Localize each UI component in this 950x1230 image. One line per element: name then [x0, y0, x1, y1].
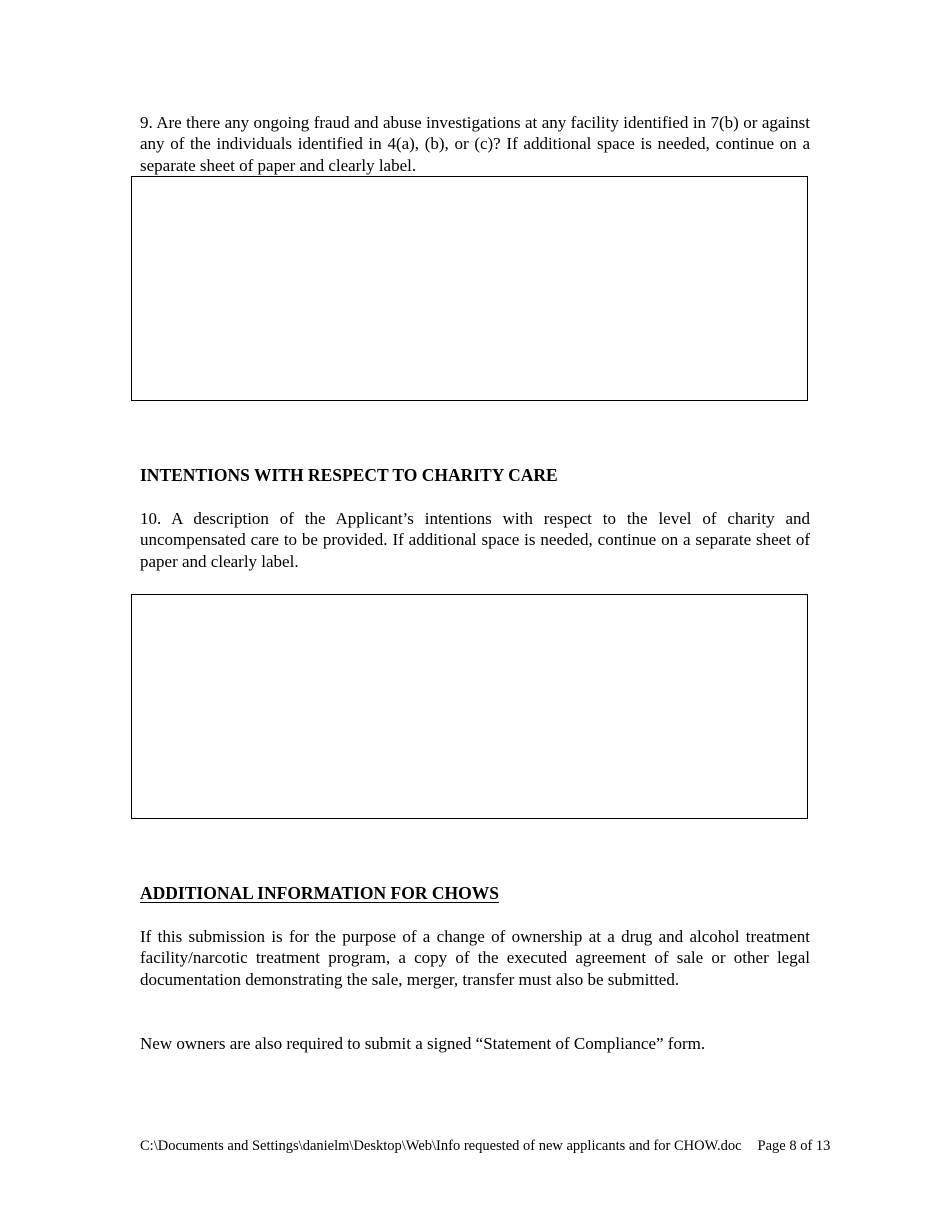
footer-page-number: Page 8 of 13: [757, 1138, 831, 1154]
page-footer: [140, 1138, 830, 1155]
chows-paragraph-1: If this submission is for the purpose of a change of ownership at a drug and alcohol treatment facility/narcotic treatment program, a copy of the executed agreement of sale or other legal documentation demonstrating the sale, merger, transfer must also be submitted.: [140, 927, 810, 989]
footer-file-path: C:\Documents and Settings\danielm\Desktop\Web\Info requested of new applicants and for CHOW.doc: [140, 1138, 742, 1154]
chows-paragraph-2: New owners are also required to submit a signed “Statement of Compliance” form.: [140, 1034, 706, 1053]
question-9-text: 9. Are there any ongoing fraud and abuse investigations at any facility identified in 7(b) or against any of the individuals identified in 4(a), (b), or (c)? If additional space is needed, continue on a separate sheet of paper and clearly label.: [140, 113, 810, 175]
charity-care-heading: INTENTIONS WITH RESPECT TO CHARITY CARE: [140, 465, 558, 485]
question-9-answer-box[interactable]: [131, 176, 808, 401]
question-10-text: 10. A description of the Applicant’s intentions with respect to the level of charity and uncompensated care to be provided. If additional space is needed, continue on a separate sheet of paper and clearly label.: [140, 509, 810, 571]
chows-heading: ADDITIONAL INFORMATION FOR CHOWS: [140, 883, 499, 903]
question-10-answer-box[interactable]: [131, 594, 808, 819]
